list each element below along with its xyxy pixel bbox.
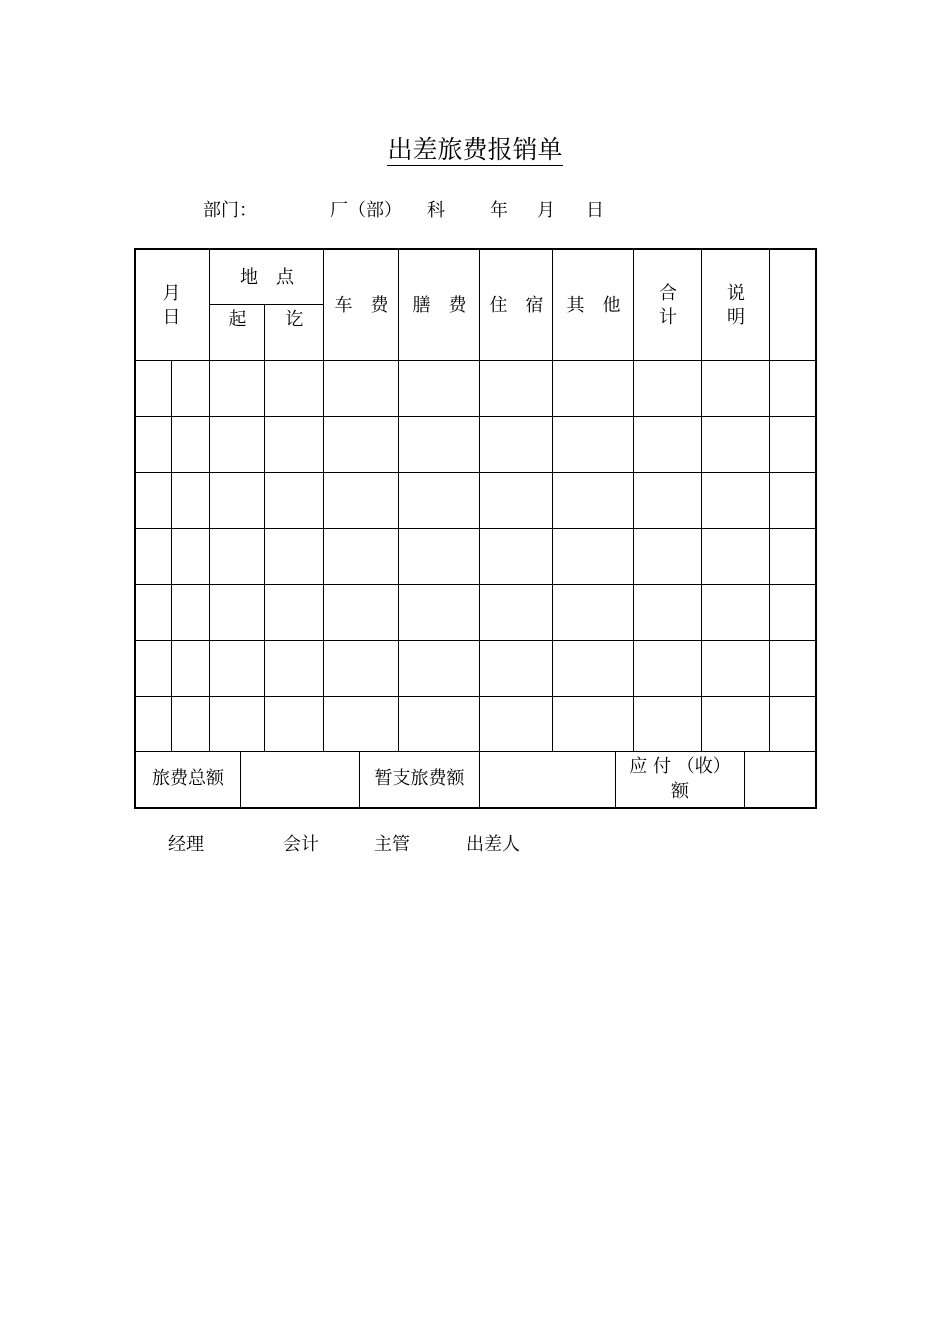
accountant-signature: 会计 — [283, 834, 319, 855]
advance-label: 暂支旅费额 — [374, 768, 465, 789]
footer-line — [744, 751, 745, 807]
row-line — [134, 640, 815, 641]
row-line — [134, 751, 815, 752]
supervisor-signature: 主管 — [374, 834, 410, 855]
col-total-1: 合 — [659, 283, 677, 304]
col-note-2: 明 — [727, 307, 745, 328]
col-total-2: 计 — [659, 307, 677, 328]
row-line — [134, 696, 815, 697]
col-note-1: 说 — [727, 283, 745, 304]
payable-label-1: 应 付 （收） — [629, 756, 731, 777]
month-label: 月 — [537, 200, 555, 221]
col-location: 地 点 — [240, 267, 294, 288]
col-lodging: 住 宿 — [489, 295, 544, 316]
col-line — [171, 360, 172, 751]
row-line — [134, 528, 815, 529]
form-title: 出差旅费报销单 — [387, 135, 563, 164]
row-line — [134, 472, 815, 473]
factory-label: 厂（部） — [330, 200, 402, 221]
footer-line — [240, 751, 241, 807]
row-line — [134, 416, 815, 417]
dept-label: 部门： — [203, 200, 257, 221]
manager-signature: 经理 — [168, 834, 204, 855]
col-meals: 膳 费 — [412, 295, 467, 316]
col-from: 起 — [228, 309, 247, 330]
col-line — [479, 250, 480, 751]
col-line — [398, 250, 399, 751]
row-line — [134, 360, 815, 361]
year-label: 年 — [490, 200, 508, 221]
col-fare: 车 费 — [334, 295, 389, 316]
row-line — [134, 584, 815, 585]
section-label: 科 — [427, 200, 445, 221]
col-line — [264, 304, 265, 751]
total-travel-label: 旅费总额 — [152, 768, 224, 789]
col-other: 其 他 — [566, 295, 621, 316]
location-divider — [210, 304, 324, 305]
col-to: 讫 — [285, 309, 304, 330]
col-line — [552, 250, 553, 751]
payable-label-2: 额 — [671, 781, 689, 802]
footer-line — [479, 751, 480, 807]
col-month: 月 — [162, 283, 181, 304]
col-day: 日 — [162, 307, 181, 328]
traveler-signature: 出差人 — [466, 834, 520, 855]
day-label: 日 — [586, 200, 604, 221]
